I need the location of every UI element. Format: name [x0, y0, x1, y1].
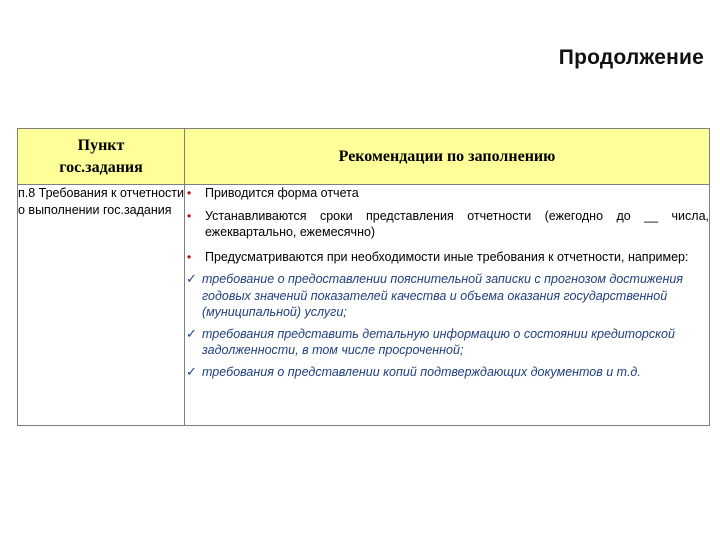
table-row — [18, 185, 710, 426]
bullet-item — [185, 208, 709, 241]
recommendations-cell — [185, 185, 710, 426]
bullet-item — [185, 185, 709, 202]
checkmark-icon: ✓ — [186, 363, 197, 379]
recommendations-table — [17, 128, 710, 426]
bullet-dot-icon: • — [187, 249, 192, 264]
punkt-cell: п.8 Требования к отчетности о выполнении гос.задания — [18, 185, 185, 426]
check-text: требование о предоставлении пояснительной записки с прогнозом достижения годовых значений показателей качества и объема оказания государственной (муниципальной) услуги; — [202, 272, 683, 319]
check-text: требования представить детальную информацию о состоянии кредиторской задолженности, в том числе просроченной; — [202, 326, 675, 357]
check-text: требования о представлении копий подтверждающих документов и т.д. — [202, 364, 641, 379]
page-title: Продолжение — [558, 46, 704, 69]
check-item — [185, 364, 709, 381]
bullet-text: Устанавливаются сроки представления отчетности (ежегодно до __ числа, ежеквартально, ежемесячно) — [205, 208, 709, 239]
header-punkt — [18, 129, 185, 185]
check-item — [185, 271, 709, 321]
bullet-text: Предусматриваются при необходимости иные требования к отчетности, например: — [205, 249, 689, 264]
bullet-text: Приводится форма отчета — [205, 186, 359, 200]
bullet-dot-icon: • — [187, 208, 192, 223]
header-recommendations: Рекомендации по заполнению — [185, 129, 710, 185]
checkmark-icon: ✓ — [186, 325, 197, 341]
check-item — [185, 326, 709, 359]
table-header-row — [18, 129, 710, 185]
bullet-dot-icon: • — [187, 186, 192, 200]
checkmark-icon: ✓ — [186, 271, 197, 286]
bullet-item — [185, 249, 709, 266]
header-punkt-line2: гос.задания — [59, 158, 143, 176]
header-punkt-line1: Пункт — [77, 136, 125, 154]
